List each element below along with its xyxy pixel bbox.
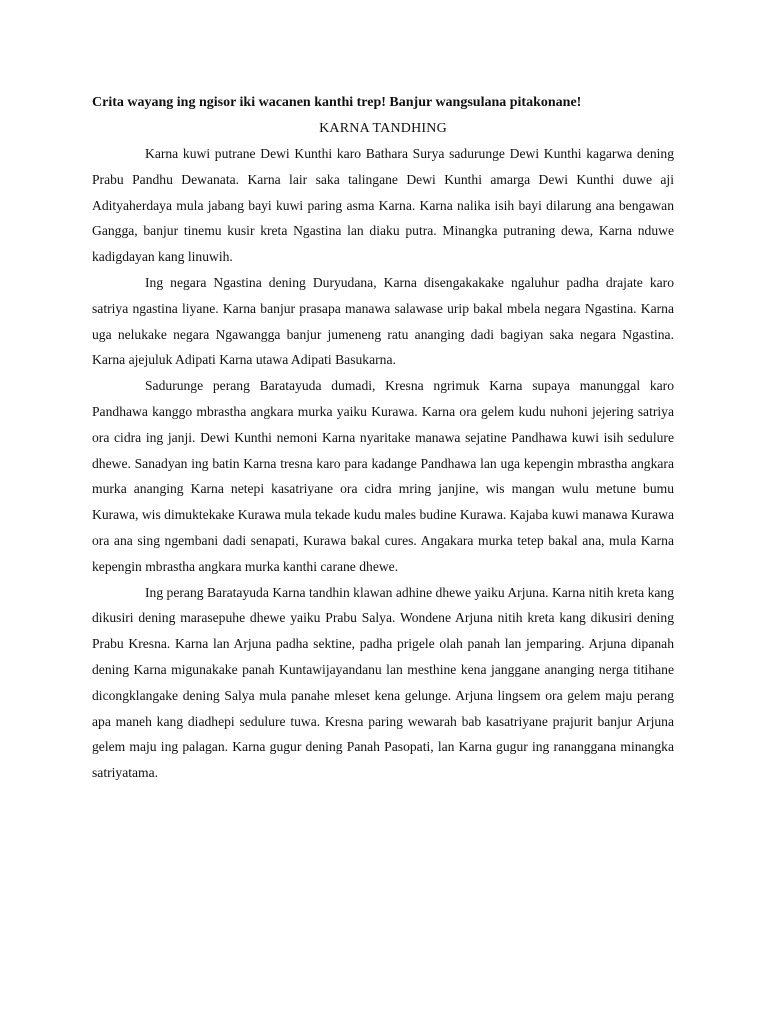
instruction-text: Crita wayang ing ngisor iki wacanen kanthi trep! Banjur wangsulana pitakonane!: [92, 95, 582, 110]
document-content: [92, 93, 674, 786]
story-title: KARNA TANDHING: [319, 121, 447, 136]
story-paragraph-2: Ing negara Ngastina dening Duryudana, Karna disengakakake ngaluhur padha drajate karo satriya ngastina liyane. Karna banjur prasapa manawa salawase urip bakal mbela negara Ngastina. Karna uga nelukake negara Ngawangga banjur jumeneng ratu ananging dadi bagiyan saka negara Ngastina. Karna ajejuluk Adipati Karna utawa Adipati Basukarna.: [92, 274, 674, 368]
story-paragraph-4: Ing perang Baratayuda Karna tandhin klawan adhine dhewe yaiku Arjuna. Karna nitih kreta kang dikusiri dening marasepuhe dhewe yaiku Prabu Salya. Wondene Arjuna nitih kreta kang dikusiri dening Prabu Kresna. Karna lan Arjuna padha sektine, padha prigele olah panah lan jemparing. Arjuna dipanah dening Karna migunakake panah Kuntawijayandanu lan mesthine kena janggane ananging nerga titihane dicongklangake dening Salya mula panahe mleset kena gelunge. Arjuna lingsem ora gelem maju perang apa maneh kang diadhepi sedulure tuwa. Kresna paring wewarah bab kasatriyane prajurit banjur Arjuna gelem maju ing palagan. Karna gugur dening Panah Pasopati, lan Karna gugur ing rananggana minangka satriyatama.: [92, 584, 674, 781]
story-paragraph-3: Sadurunge perang Baratayuda dumadi, Kresna ngrimuk Karna supaya manunggal karo Pandhawa kanggo mbrastha angkara murka yaiku Kurawa. Karna ora gelem kudu nuhoni jejering satriya ora cidra ing janji. Dewi Kunthi nemoni Karna nyaritake manawa sejatine Pandhawa kuwi isih sedulure dhewe. Sanadyan ing batin Karna tresna karo para kadange Pandhawa lan uga kepengin mbrastha angkara murka ananging Karna netepi kasatriyane ora cidra mring janjine, wis mangan wulu metune bumu Kurawa, wis dimuktekake Kurawa mula tekade kudu males budine Kurawa. Kajaba kuwi manawa Kurawa ora ana sing ngembani dadi senapati, Kurawa bakal cures. Angakara murka tetep bakal ana, mula Karna kepengin mbrastha angkara murka kanthi carane dhewe.: [92, 378, 674, 574]
story-paragraph-1: Karna kuwi putrane Dewi Kunthi karo Bathara Surya sadurunge Dewi Kunthi kagarwa dening Prabu Pandhu Dewanata. Karna lair saka talingane Dewi Kunthi amarga Dewi Kunthi duwe aji Adityaherdaya mula jabang bayi kuwi paring asma Karna. Karna nalika isih bayi dilarung ana bengawan Gangga, banjur tinemu kusir kreta Ngastina lan diaku putra. Minangka putraning dewa, Karna nduwe kadigdayan kang linuwih.: [92, 146, 674, 265]
